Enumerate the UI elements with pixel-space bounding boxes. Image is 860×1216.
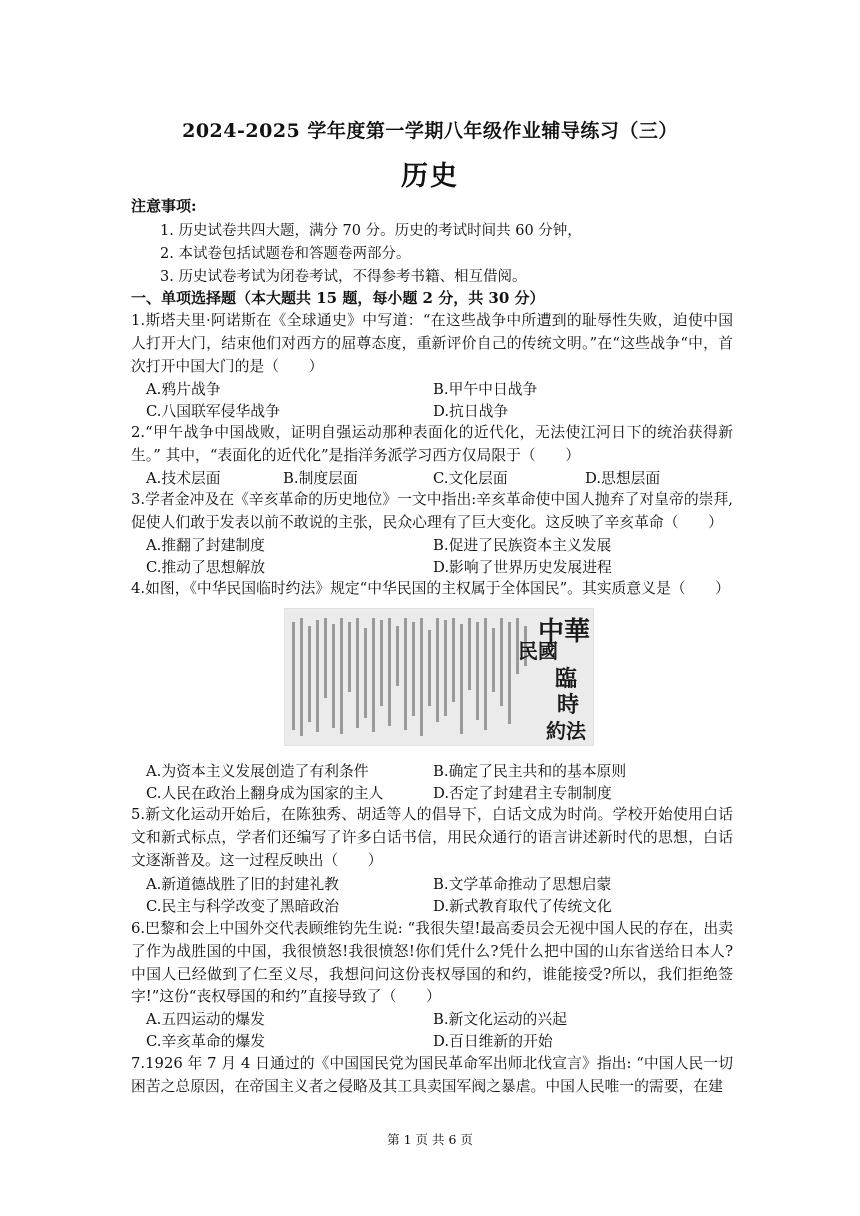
option-d: D.思想层面 <box>585 470 661 487</box>
question-stem: 4.如图，《中华民国临时约法》规定“中华民国的主权属于全体国民”。其实质意义是（ ） <box>131 580 730 597</box>
figure-title-2: 民國 <box>518 639 558 663</box>
option-b: B.促进了民族资本主义发展 <box>433 537 612 554</box>
option-a: A.技术层面 <box>146 470 221 487</box>
option-d: D.百日维新的开始 <box>433 1033 553 1050</box>
question-stem: 6.巴黎和会上中国外交代表顾维钧先生说: “我很失望!最高委员会无视中国人民的存在，出卖了作为战胜国的中国，我很愤怒!我很愤怒!你们凭什么?凭什么把中国的山东省送给日本人?中国人已经做到了仁至义尽，我想问问这份丧权辱国的和约，谁能接受?所以，我们拒绝签字!”这份“丧权辱国的和约”直接导致了（ ） <box>131 920 733 1006</box>
option-d: D.抗日战争 <box>433 403 509 420</box>
question-stem: 2.“甲午战争中国战败，证明自强运动那种表面化的近代化，无法使江河日下的统治获得新生。” 其中，“表面化的近代化”是指洋务派学习西方仅局限于（ ） <box>131 424 733 464</box>
question-stem: 5.新文化运动开始后，在陈独秀、胡适等人的倡导下，白话文成为时尚。学校开始使用白话文和新式标点，学者们还编写了许多白话书信，用民众通行的语言讲述新时代的思想，白话文逐渐普及。这一过程反映出（ ） <box>131 806 733 869</box>
option-b: B.制度层面 <box>283 470 358 487</box>
question-stem: 1.斯塔夫里·阿诺斯在《全球通史》中写道：“在这些战争中所遭到的耻辱性失败，迫使中国人打开大门，结束他们对西方的屈尊态度，重新评价自己的传统文明。”在“这些战争“中，首次打开中国大门的是（ ） <box>131 312 733 375</box>
option-b: B.新文化运动的兴起 <box>433 1011 567 1028</box>
option-d: D.影响了世界历史发展进程 <box>433 559 612 576</box>
notice-item: 3. 历史试卷考试为闭卷考试，不得参考书籍、相互借阅。 <box>160 269 527 285</box>
figure-title-5: 約法 <box>546 719 586 743</box>
question-stem: 3.学者金冲及在《辛亥革命的历史地位》一文中指出:辛亥革命使中国人抛弃了对皇帝的崇拜,促使人们敢于发表以前不敢说的主张，民众心理有了巨大变化。这反映了辛亥革命（ ） <box>131 491 733 531</box>
option-d: D.新式教育取代了传统文化 <box>433 898 612 915</box>
option-a: A.为资本主义发展创造了有利条件 <box>146 763 369 780</box>
option-a: A.鸦片战争 <box>146 381 221 398</box>
option-b: B.确定了民主共和的基本原则 <box>433 763 627 780</box>
figure-title-1: 中華 <box>537 617 591 647</box>
option-a: A.推翻了封建制度 <box>146 537 265 554</box>
provisional-constitution-photo <box>284 608 594 746</box>
notice-item: 2. 本试卷包括试题卷和答题卷两部分。 <box>160 246 411 262</box>
option-d: D.否定了封建君主专制制度 <box>433 785 612 802</box>
notice-heading: 注意事项: <box>131 197 197 215</box>
page-number: 第 1 页 共 6 页 <box>387 1132 473 1147</box>
option-c: C.文化层面 <box>433 470 508 487</box>
option-c: C.人民在政治上翻身成为国家的主人 <box>146 785 384 802</box>
option-a: A.五四运动的爆发 <box>146 1011 265 1028</box>
option-b: B.甲午中日战争 <box>433 381 538 398</box>
option-c: C.推动了思想解放 <box>146 559 266 576</box>
option-a: A.新道德战胜了旧的封建礼教 <box>146 876 339 893</box>
subject-title: 历史 <box>401 161 459 192</box>
notice-item: 1. 历史试卷共四大题，满分 70 分。历史的考试时间共 60 分钟， <box>160 223 582 239</box>
option-c: C.民主与科学改变了黑暗政治 <box>146 898 340 915</box>
figure-title-3: 臨 <box>554 666 578 692</box>
question-stem: 7.1926 年 7 月 4 日通过的《中国国民党为国民革命军出师北伐宣言》指出: “中国人民一切困苦之总原因，在帝国主义者之侵略及其工具卖国军阀之暴虐。中国人民唯一的需要，在建 <box>131 1055 733 1095</box>
document-image <box>284 608 594 746</box>
option-c: C.八国联军侵华战争 <box>146 403 280 420</box>
option-b: B.文学革命推动了思想启蒙 <box>433 876 612 893</box>
exam-title: 2024-2025 学年度第一学期八年级作业辅导练习（三） <box>182 120 678 142</box>
option-c: C.辛亥革命的爆发 <box>146 1033 266 1050</box>
figure-title-4: 時 <box>556 692 580 718</box>
section-heading: 一、单项选择题（本大题共 15 题，每小题 2 分，共 30 分） <box>131 289 545 307</box>
